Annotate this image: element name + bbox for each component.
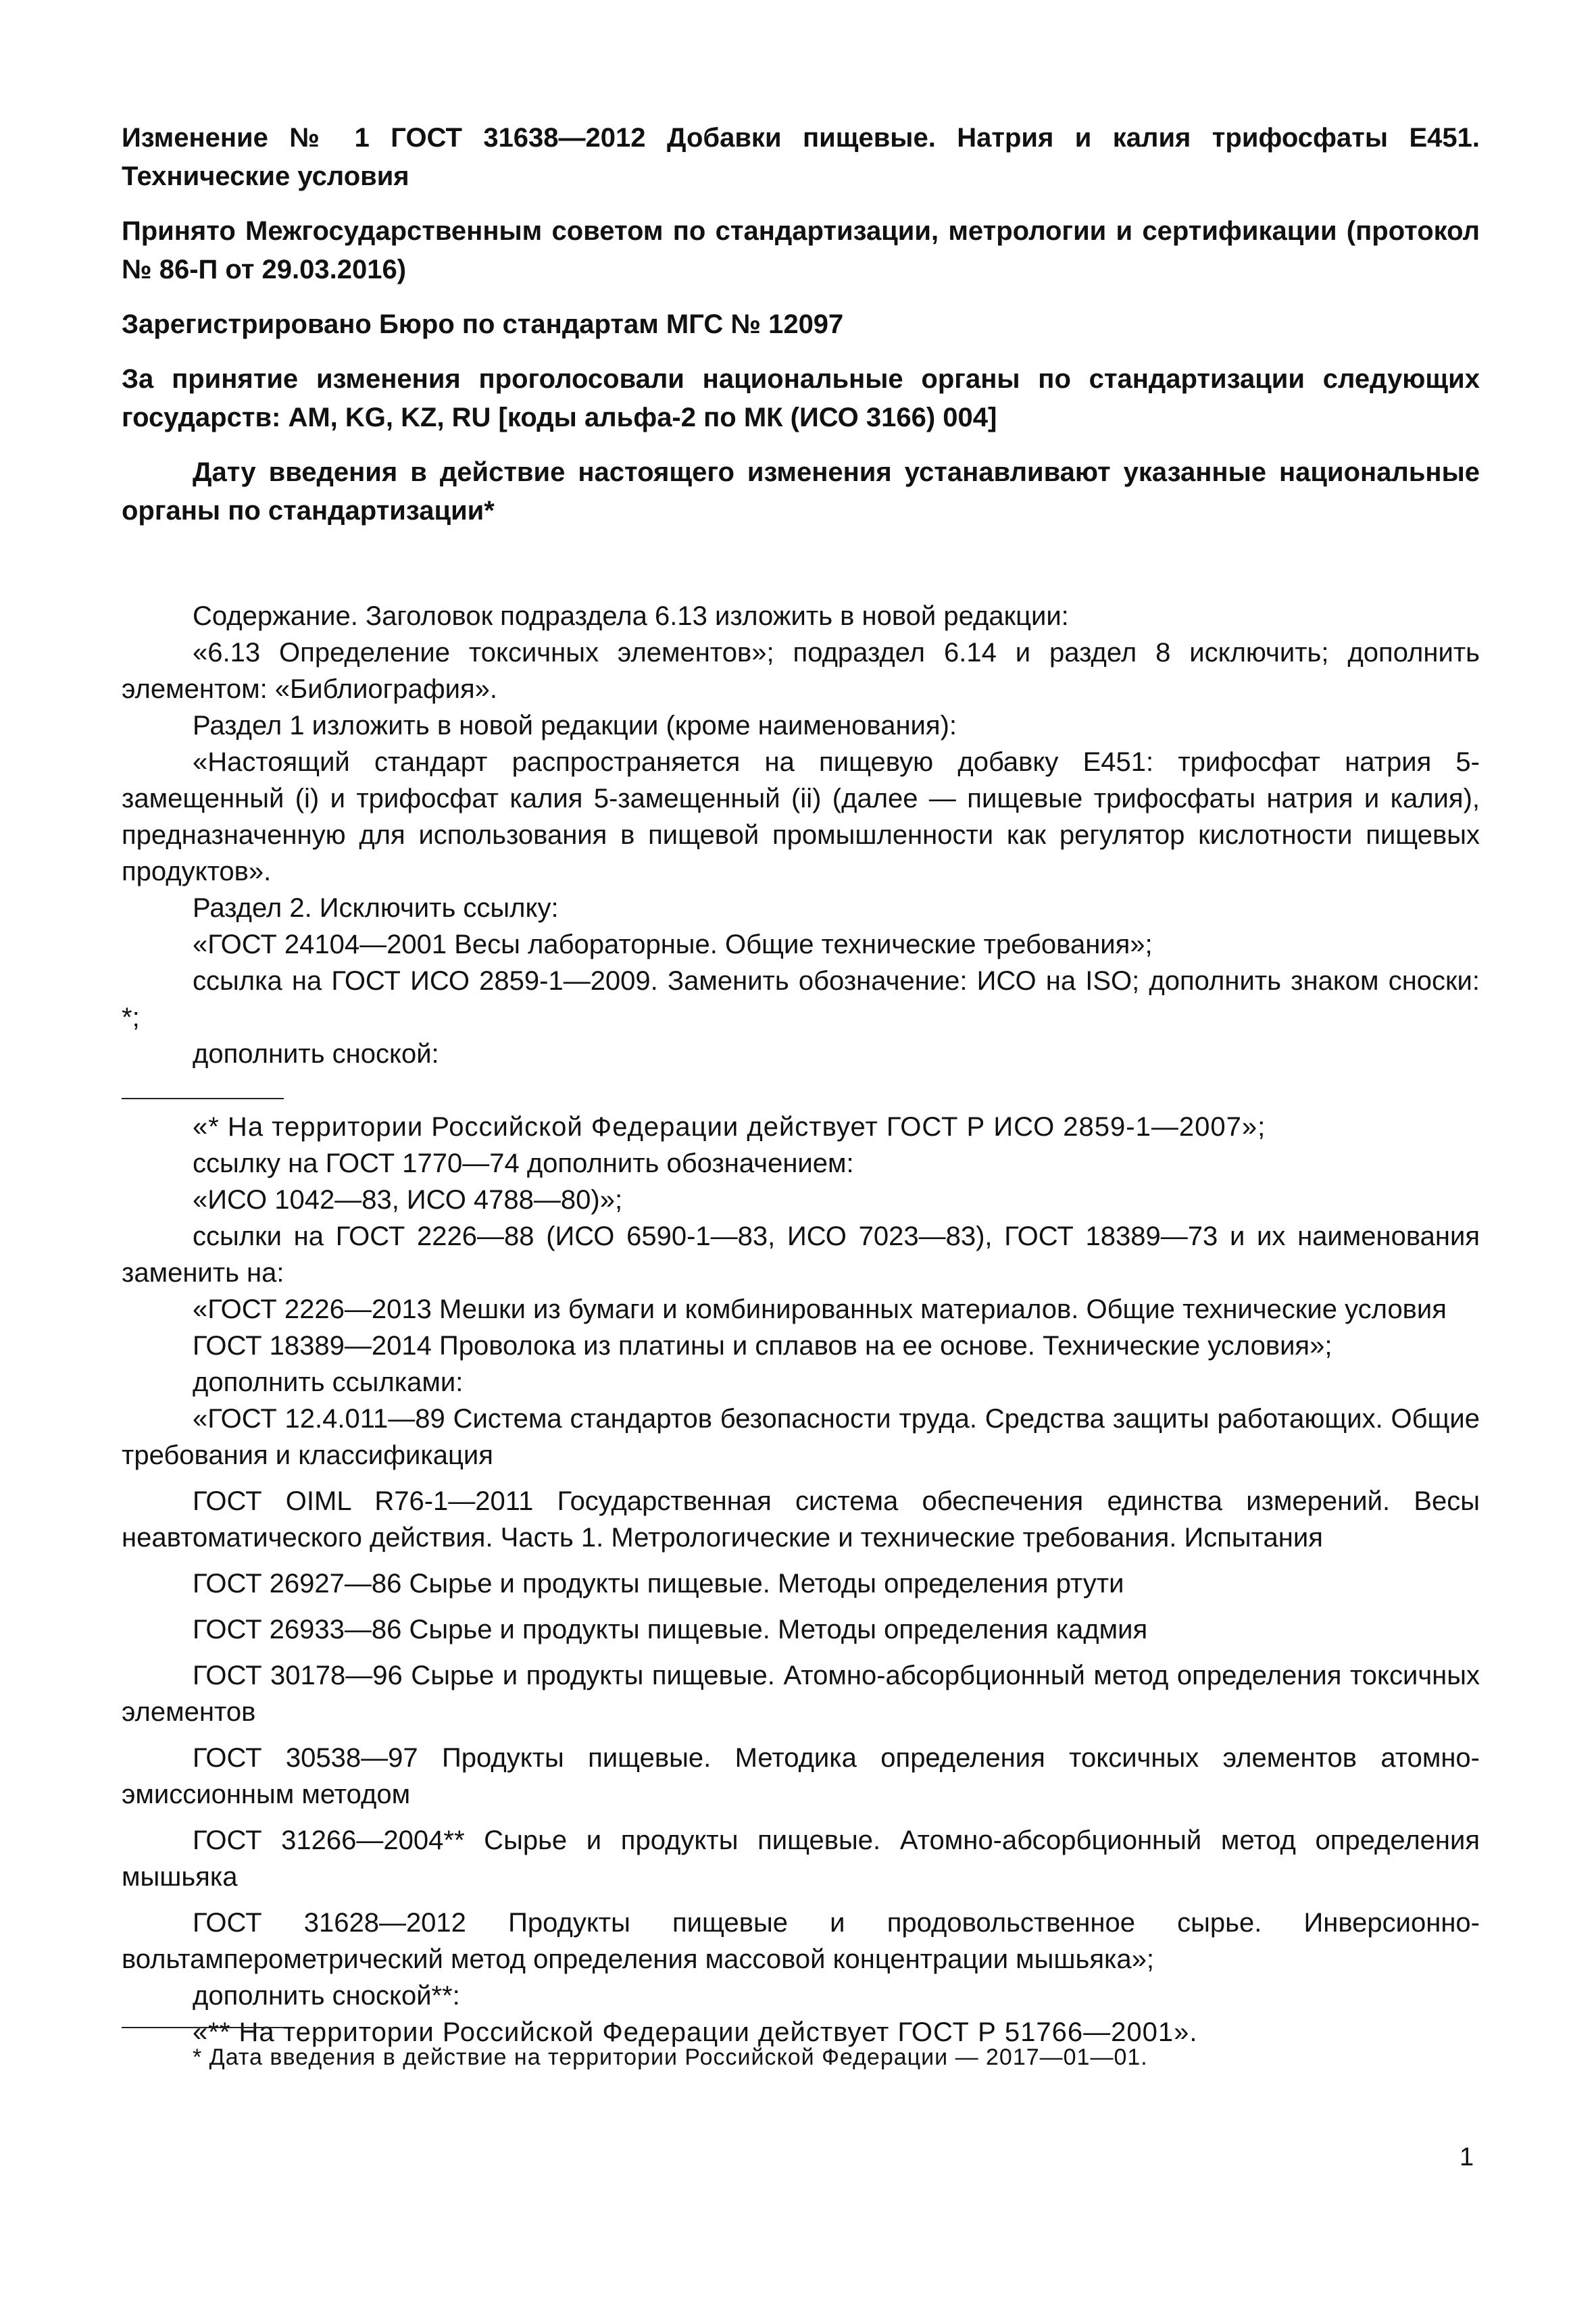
paragraph: «Настоящий стандарт распространяется на пищевую добавку Е451: трифосфат натрия 5-замещенный (i) и трифосфат калия 5-замещенный (ii) (далее — пищевые трифосфаты натрия и калия), предназначенную для использования в пищевой промышленности как регулятор кислотности пищевых продуктов». — [122, 747, 1480, 886]
document-page — [122, 119, 1480, 2051]
paragraph: ГОСТ OIML R76-1—2011 Государственная система обеспечения единства измерений. Весы неавтоматического действия. Часть 1. Метрологические и технические требования. Испытания — [122, 1486, 1480, 1553]
paragraph: «ГОСТ 12.4.011—89 Система стандартов безопасности труда. Средства защиты работающих. Общие требования и классификация — [122, 1404, 1480, 1470]
paragraph: ГОСТ 26933—86 Сырье и продукты пищевые. Методы определения кадмия — [193, 1615, 1148, 1644]
paragraph: Раздел 2. Исключить ссылку: — [193, 893, 559, 923]
paragraph: ГОСТ 31628—2012 Продукты пищевые и продовольственное сырье. Инверсионно-вольтамперометрический метод определения массовой концентрации мышьяка»; — [122, 1908, 1480, 1974]
paragraph: «6.13 Определение токсичных элементов»; подраздел 6.14 и раздел 8 исключить; дополнить элементом: «Библиография». — [122, 638, 1480, 704]
footnote-divider — [122, 1098, 284, 1099]
paragraph: дополнить сноской**: — [193, 1981, 460, 2011]
paragraph: «ГОСТ 24104—2001 Весы лабораторные. Общие технические требования»; — [193, 930, 1153, 959]
paragraph: ссылку на ГОСТ 1770—74 дополнить обозначением: — [193, 1149, 854, 1178]
voting-note: За принятие изменения проголосовали национальные органы по стандартизации следующих государств: AM, KG, KZ, RU [коды альфа-2 по МК (ИСО 3166) 004] — [122, 364, 1480, 432]
document-body — [122, 598, 1480, 2051]
paragraph: Раздел 1 изложить в новой редакции (кроме наименования): — [193, 711, 957, 740]
registration-note: Зарегистрировано Бюро по стандартам МГС № 12097 — [122, 309, 844, 339]
paragraph: ссылка на ГОСТ ИСО 2859-1—2009. Заменить обозначение: ИСО на ISO; дополнить знаком сноски: *; — [122, 966, 1480, 1032]
paragraph: ГОСТ 18389—2014 Проволока из платины и сплавов на ее основе. Технические условия»; — [193, 1331, 1332, 1361]
paragraph: ГОСТ 31266—2004** Сырье и продукты пищевые. Атомно-абсорбционный метод определения мышьяка — [122, 1826, 1480, 1892]
inline-footnote: «** На территории Российской Федерации действует ГОСТ Р 51766—2001». — [193, 2017, 1198, 2047]
paragraph: ГОСТ 26927—86 Сырье и продукты пищевые. Методы определения ртути — [193, 1569, 1124, 1599]
paragraph: дополнить сноской: — [193, 1039, 439, 1069]
page-footnote-area — [122, 2027, 1480, 2074]
page-footnote: * Дата введения в действие на территории Российской Федерации — 2017—01—01. — [193, 2044, 1148, 2070]
adoption-note: Принято Межгосударственным советом по стандартизации, метрологии и сертификации (протокол № 86-П от 29.03.2016) — [122, 216, 1480, 284]
inline-footnote: «* На территории Российской Федерации действует ГОСТ Р ИСО 2859-1—2007»; — [193, 1112, 1266, 1142]
effective-date-note: Дату введения в действие настоящего изменения устанавливают указанные национальные органы по стандартизации* — [122, 457, 1480, 526]
paragraph: ГОСТ 30178—96 Сырье и продукты пищевые. Атомно-абсорбционный метод определения токсичных элементов — [122, 1661, 1480, 1727]
paragraph: «ИСО 1042—83, ИСО 4788—80)»; — [193, 1185, 623, 1215]
footnote-divider — [122, 2027, 284, 2028]
paragraph: Содержание. Заголовок подраздела 6.13 изложить в новой редакции: — [193, 601, 1069, 631]
paragraph: ГОСТ 30538—97 Продукты пищевые. Методика определения токсичных элементов атомно-эмиссионным методом — [122, 1743, 1480, 1809]
paragraph: ссылки на ГОСТ 2226—88 (ИСО 6590-1—83, ИСО 7023—83), ГОСТ 18389—73 и их наименования заменить на: — [122, 1222, 1480, 1288]
page-number: 1 — [1460, 2143, 1474, 2171]
paragraph: «ГОСТ 2226—2013 Мешки из бумаги и комбинированных материалов. Общие технические условия — [193, 1294, 1447, 1324]
amendment-title: Изменение № 1 ГОСТ 31638—2012 Добавки пищевые. Натрия и калия трифосфаты Е451. Технические условия — [122, 123, 1480, 191]
document-header — [122, 119, 1480, 530]
paragraph: дополнить ссылками: — [193, 1367, 464, 1397]
